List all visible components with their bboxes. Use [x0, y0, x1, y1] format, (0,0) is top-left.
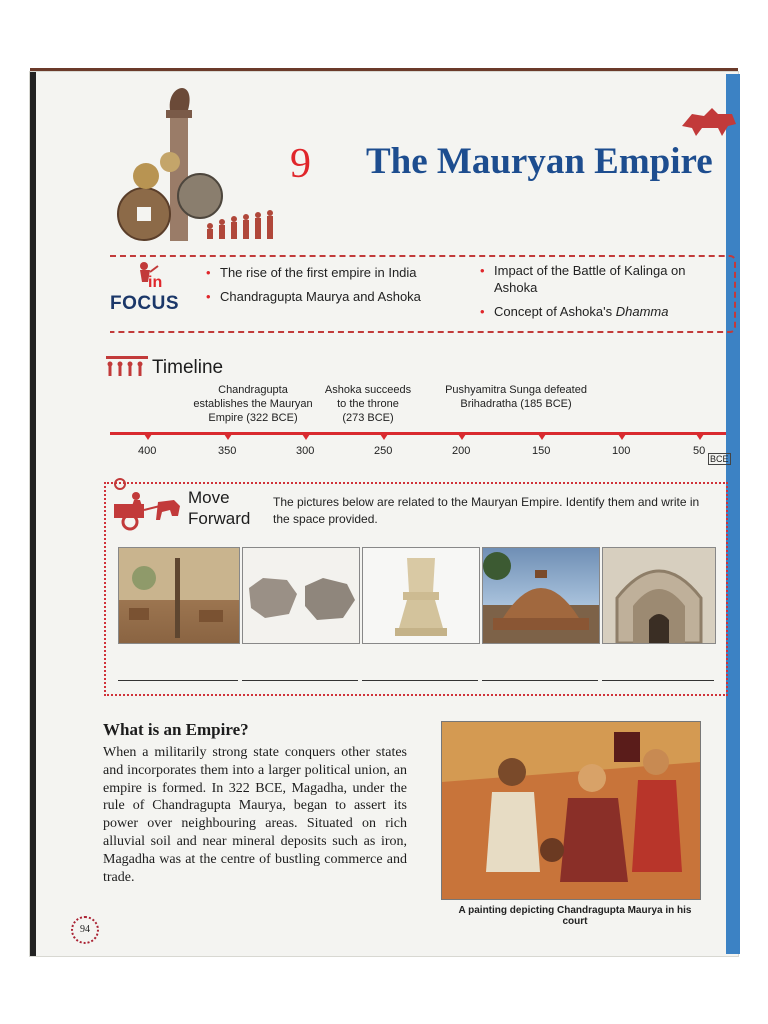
in-focus-label-in: in [148, 274, 163, 291]
page-number: 94 [71, 916, 99, 944]
pillar-ruins-illustration [119, 548, 239, 643]
timeline-tick [458, 434, 466, 440]
timeline-tick [302, 434, 310, 440]
focus-item: • Impact of the Battle of Kalinga on Ashoka [494, 262, 714, 296]
focus-item: • The rise of the first empire in India [220, 264, 417, 281]
timeline-event-line: Empire (322 BCE) [208, 412, 298, 424]
timeline-event-line: (273 BCE) [342, 412, 394, 424]
answer-line[interactable] [602, 680, 714, 681]
timeline-event-line: establishes the Mauryan [193, 398, 313, 410]
timeline-tick [380, 434, 388, 440]
focus-item: • Chandragupta Maurya and Ashoka [220, 288, 421, 305]
chandragupta-court-painting [441, 721, 701, 900]
answer-line[interactable] [362, 680, 478, 681]
sanchi-stupa-image [482, 547, 600, 644]
timeline-year: 150 [532, 445, 551, 457]
timeline-event-line: to the throne [337, 398, 399, 410]
timeline-tick [224, 434, 232, 440]
cave-illustration [603, 548, 715, 643]
stupa-illustration [483, 548, 599, 643]
timeline-tick [538, 434, 546, 440]
move-forward-instructions: The pictures below are related to the Mauryan Empire. Identify them and write in the space provided. [273, 495, 700, 526]
answer-line[interactable] [482, 680, 598, 681]
timeline-event-line: Pushyamitra Sunga defeated [445, 384, 587, 396]
timeline-event [436, 383, 596, 411]
timeline-year: 300 [296, 445, 315, 457]
timeline-year: 350 [218, 445, 237, 457]
timeline-year: 200 [452, 445, 471, 457]
chariot-icon [108, 476, 186, 532]
move-forward-title [188, 487, 250, 529]
timeline-figures-icon [104, 352, 152, 378]
lion-capital-illustration [363, 548, 479, 643]
coins-illustration [243, 548, 359, 643]
timeline-heading: Timeline [152, 357, 224, 378]
in-focus-label: FOCUS [110, 293, 179, 314]
timeline-event-line: Brihadratha (185 BCE) [460, 398, 572, 410]
timeline-tick [618, 434, 626, 440]
timeline-era-badge: BCE [710, 454, 729, 464]
court-painting-illustration [442, 722, 700, 899]
timeline-event [188, 383, 318, 425]
ashoka-pillar-ruins-image [118, 547, 240, 644]
chapter-title: The Mauryan Empire [366, 141, 713, 182]
lion-capital-image [362, 547, 480, 644]
painting-caption: A painting depicting Chandragupta Maurya in his court [458, 905, 692, 927]
timeline-tick [696, 434, 704, 440]
timeline-event [318, 383, 418, 425]
section-heading: What is an Empire? [103, 720, 249, 739]
chapter-illustration [110, 86, 280, 246]
timeline-year: 400 [138, 445, 157, 457]
answer-line[interactable] [118, 680, 238, 681]
timeline-tick [144, 434, 152, 440]
focus-item-text: Concept of Ashoka's [494, 304, 616, 319]
timeline-event-line: Chandragupta [218, 384, 288, 396]
page-left-edge [30, 72, 36, 956]
horse-rider-decoration-icon [678, 100, 738, 140]
focus-item-dhamma: Dhamma [615, 304, 669, 319]
page-right-edge [726, 74, 740, 954]
rock-cut-cave-image [602, 547, 716, 644]
timeline-year: 250 [374, 445, 393, 457]
move-forward-title-line: Move [188, 488, 230, 507]
move-forward-title-line: Forward [188, 509, 251, 528]
timeline-year: 100 [612, 445, 631, 457]
chapter-number: 9 [290, 141, 311, 187]
section-body-text: When a militarily strong state conquers other states and incorporates them into a larger political union, an empire is formed. In 322 BCE, Magadha, under the rule of Chandragupta Maurya, began to assert its power over neighbouring areas. Situated on rich alluvial soil and near mineral deposits such as iron, Magadha was at the centre of bustling commerce and trade. [103, 745, 407, 885]
timeline-event-line: Ashoka succeeds [324, 384, 412, 396]
timeline-year: 50 [693, 445, 706, 457]
answer-line[interactable] [242, 680, 358, 681]
timeline-bar [110, 432, 726, 435]
focus-item [494, 303, 668, 320]
punch-marked-coins-image [242, 547, 360, 644]
